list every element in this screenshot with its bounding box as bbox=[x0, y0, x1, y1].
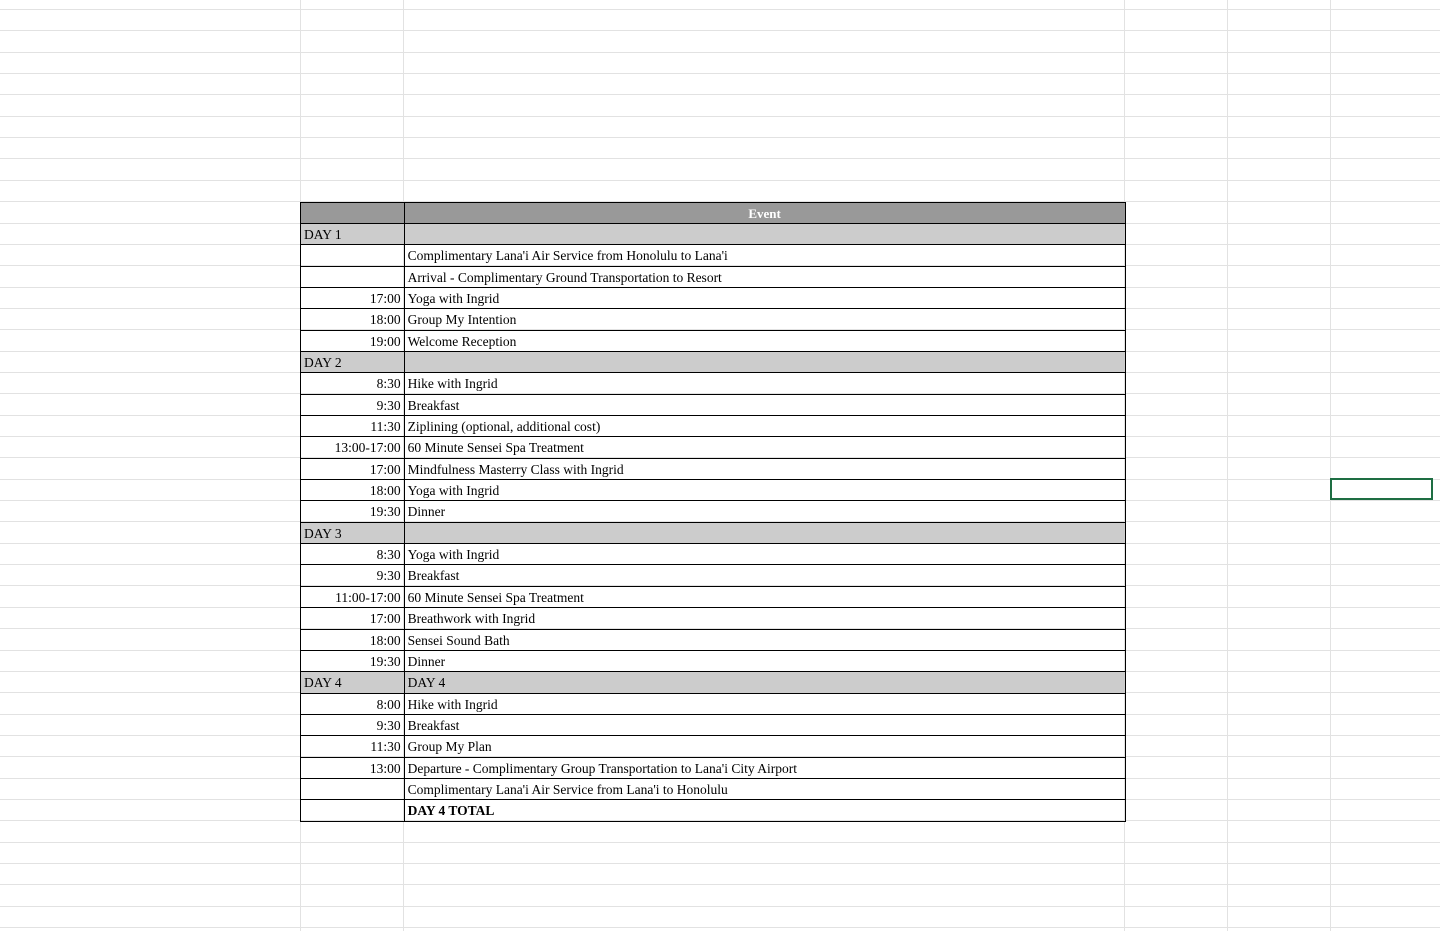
time-cell[interactable]: 8:30 bbox=[300, 543, 405, 565]
time-cell[interactable]: 9:30 bbox=[300, 564, 405, 586]
event-cell[interactable]: Breathwork with Ingrid bbox=[404, 607, 1126, 629]
event-cell[interactable]: Yoga with Ingrid bbox=[404, 543, 1126, 565]
time-cell[interactable]: 19:00 bbox=[300, 330, 405, 352]
event-cell[interactable]: Arrival - Complimentary Ground Transportation to Resort bbox=[404, 266, 1126, 288]
time-cell[interactable]: 9:30 bbox=[300, 394, 405, 416]
time-cell[interactable]: 9:30 bbox=[300, 714, 405, 736]
day-label-cell[interactable]: DAY 1 bbox=[300, 223, 405, 245]
header-cell-time[interactable] bbox=[300, 202, 405, 224]
header-cell-event[interactable]: Event bbox=[404, 202, 1126, 224]
day-label-cell[interactable]: DAY 3 bbox=[300, 522, 405, 544]
event-cell[interactable]: Yoga with Ingrid bbox=[404, 479, 1126, 501]
event-cell[interactable]: Sensei Sound Bath bbox=[404, 629, 1126, 651]
time-cell[interactable]: 11:30 bbox=[300, 735, 405, 757]
day-event-cell[interactable] bbox=[404, 351, 1126, 373]
day-event-cell[interactable]: DAY 4 bbox=[404, 671, 1126, 693]
event-cell[interactable]: Breakfast bbox=[404, 394, 1126, 416]
event-cell[interactable]: Hike with Ingrid bbox=[404, 372, 1126, 394]
day-label-cell[interactable]: DAY 2 bbox=[300, 351, 405, 373]
time-cell[interactable]: 8:30 bbox=[300, 372, 405, 394]
time-cell[interactable]: 13:00 bbox=[300, 757, 405, 779]
event-cell[interactable]: 60 Minute Sensei Spa Treatment bbox=[404, 586, 1126, 608]
day-event-cell[interactable] bbox=[404, 522, 1126, 544]
event-cell[interactable]: DAY 4 TOTAL bbox=[404, 799, 1126, 821]
event-cell[interactable]: Complimentary Lana'i Air Service from Lana'i to Honolulu bbox=[404, 778, 1126, 800]
event-cell[interactable]: Breakfast bbox=[404, 564, 1126, 586]
time-cell[interactable]: 17:00 bbox=[300, 607, 405, 629]
time-cell[interactable]: 13:00-17:00 bbox=[300, 436, 405, 458]
time-cell[interactable] bbox=[300, 266, 405, 288]
event-cell[interactable]: Group My Intention bbox=[404, 308, 1126, 330]
time-cell[interactable]: 17:00 bbox=[300, 287, 405, 309]
event-cell[interactable]: Yoga with Ingrid bbox=[404, 287, 1126, 309]
time-cell[interactable] bbox=[300, 799, 405, 821]
day-label-cell[interactable]: DAY 4 bbox=[300, 671, 405, 693]
time-cell[interactable] bbox=[300, 778, 405, 800]
event-cell[interactable]: Ziplining (optional, additional cost) bbox=[404, 415, 1126, 437]
event-cell[interactable]: Dinner bbox=[404, 650, 1126, 672]
time-cell[interactable]: 18:00 bbox=[300, 629, 405, 651]
event-cell[interactable]: Complimentary Lana'i Air Service from Honolulu to Lana'i bbox=[404, 244, 1126, 266]
event-cell[interactable]: Departure - Complimentary Group Transportation to Lana'i City Airport bbox=[404, 757, 1126, 779]
event-cell[interactable]: Welcome Reception bbox=[404, 330, 1126, 352]
event-cell[interactable]: Hike with Ingrid bbox=[404, 693, 1126, 715]
time-cell[interactable]: 11:00-17:00 bbox=[300, 586, 405, 608]
time-cell[interactable]: 18:00 bbox=[300, 479, 405, 501]
time-cell[interactable]: 18:00 bbox=[300, 308, 405, 330]
event-cell[interactable]: Breakfast bbox=[404, 714, 1126, 736]
day-event-cell[interactable] bbox=[404, 223, 1126, 245]
event-cell[interactable]: Dinner bbox=[404, 500, 1126, 522]
time-cell[interactable]: 8:00 bbox=[300, 693, 405, 715]
time-cell[interactable]: 11:30 bbox=[300, 415, 405, 437]
event-cell[interactable]: Group My Plan bbox=[404, 735, 1126, 757]
event-cell[interactable]: 60 Minute Sensei Spa Treatment bbox=[404, 436, 1126, 458]
time-cell[interactable]: 17:00 bbox=[300, 458, 405, 480]
time-cell[interactable]: 19:30 bbox=[300, 650, 405, 672]
event-cell[interactable]: Mindfulness Masterry Class with Ingrid bbox=[404, 458, 1126, 480]
time-cell[interactable] bbox=[300, 244, 405, 266]
selected-cell-indicator[interactable] bbox=[1330, 478, 1433, 500]
time-cell[interactable]: 19:30 bbox=[300, 500, 405, 522]
